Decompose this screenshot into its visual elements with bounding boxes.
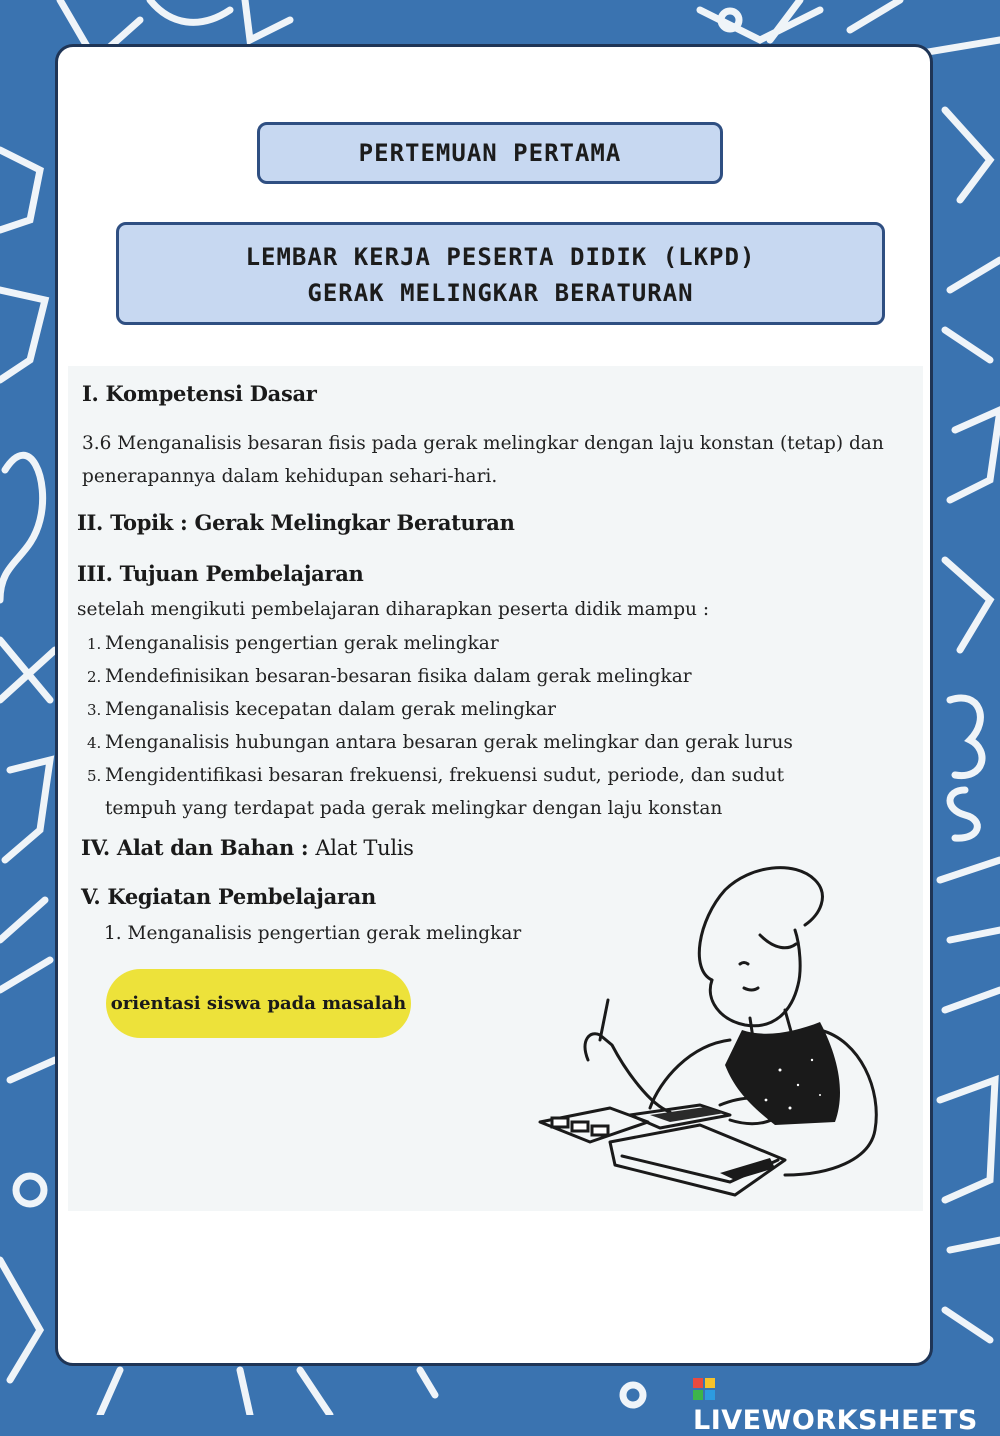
list-number: 5. bbox=[87, 767, 102, 785]
person-studying-icon bbox=[530, 860, 900, 1205]
meeting-title-text: PERTEMUAN PERTAMA bbox=[358, 139, 622, 167]
list-text: Menganalisis hubungan antara besaran gerak melingkar dan gerak lurus bbox=[105, 732, 793, 753]
alat-label: IV. Alat dan Bahan : bbox=[81, 835, 309, 860]
topik-heading: II. Topik : Gerak Melingkar Beraturan bbox=[77, 510, 515, 535]
alat-heading bbox=[81, 835, 414, 860]
list-number: 3. bbox=[87, 701, 102, 719]
stage-label-pill: orientasi siswa pada masalah bbox=[106, 969, 411, 1038]
list-item-continuation: tempuh yang terdapat pada gerak melingkar dengan laju konstan bbox=[105, 798, 723, 819]
kompetensi-heading: I. Kompetensi Dasar bbox=[82, 381, 317, 406]
list-item bbox=[87, 693, 556, 727]
kompetensi-text-2: penerapannya dalam kehidupan sehari-hari. bbox=[82, 466, 498, 487]
list-item bbox=[87, 660, 692, 694]
list-text: Menganalisis pengertian gerak melingkar bbox=[105, 633, 499, 654]
worksheet-title bbox=[116, 222, 885, 325]
kompetensi-text-1: 3.6 Menganalisis besaran fisis pada gerak melingkar dengan laju konstan (tetap) dan bbox=[82, 433, 884, 454]
worksheet-title-line1: LEMBAR KERJA PESERTA DIDIK (LKPD) bbox=[245, 243, 756, 271]
kegiatan-item-1: 1. Menganalisis pengertian gerak melingkar bbox=[104, 923, 522, 944]
worksheet-title-line2: GERAK MELINGKAR BERATURAN bbox=[307, 279, 694, 307]
liveworksheets-logo bbox=[693, 1374, 1000, 1436]
logo-text: LIVEWORKSHEETS bbox=[693, 1405, 978, 1436]
list-number: 2. bbox=[87, 668, 102, 686]
logo-icon bbox=[693, 1378, 715, 1400]
list-item bbox=[87, 759, 784, 793]
alat-value: Alat Tulis bbox=[315, 836, 414, 860]
list-number: 1. bbox=[87, 635, 102, 653]
meeting-title bbox=[257, 122, 723, 184]
list-number: 4. bbox=[87, 734, 102, 752]
list-item bbox=[87, 726, 793, 760]
tujuan-heading: III. Tujuan Pembelajaran bbox=[77, 561, 364, 586]
kegiatan-heading: V. Kegiatan Pembelajaran bbox=[81, 884, 376, 909]
list-item bbox=[87, 627, 499, 661]
list-text: Menganalisis kecepatan dalam gerak melingkar bbox=[105, 699, 557, 720]
list-text: Mendefinisikan besaran-besaran fisika dalam gerak melingkar bbox=[105, 666, 692, 687]
tujuan-intro: setelah mengikuti pembelajaran diharapkan peserta didik mampu : bbox=[77, 599, 710, 620]
list-text: Mengidentifikasi besaran frekuensi, frekuensi sudut, periode, dan sudut bbox=[105, 765, 785, 786]
